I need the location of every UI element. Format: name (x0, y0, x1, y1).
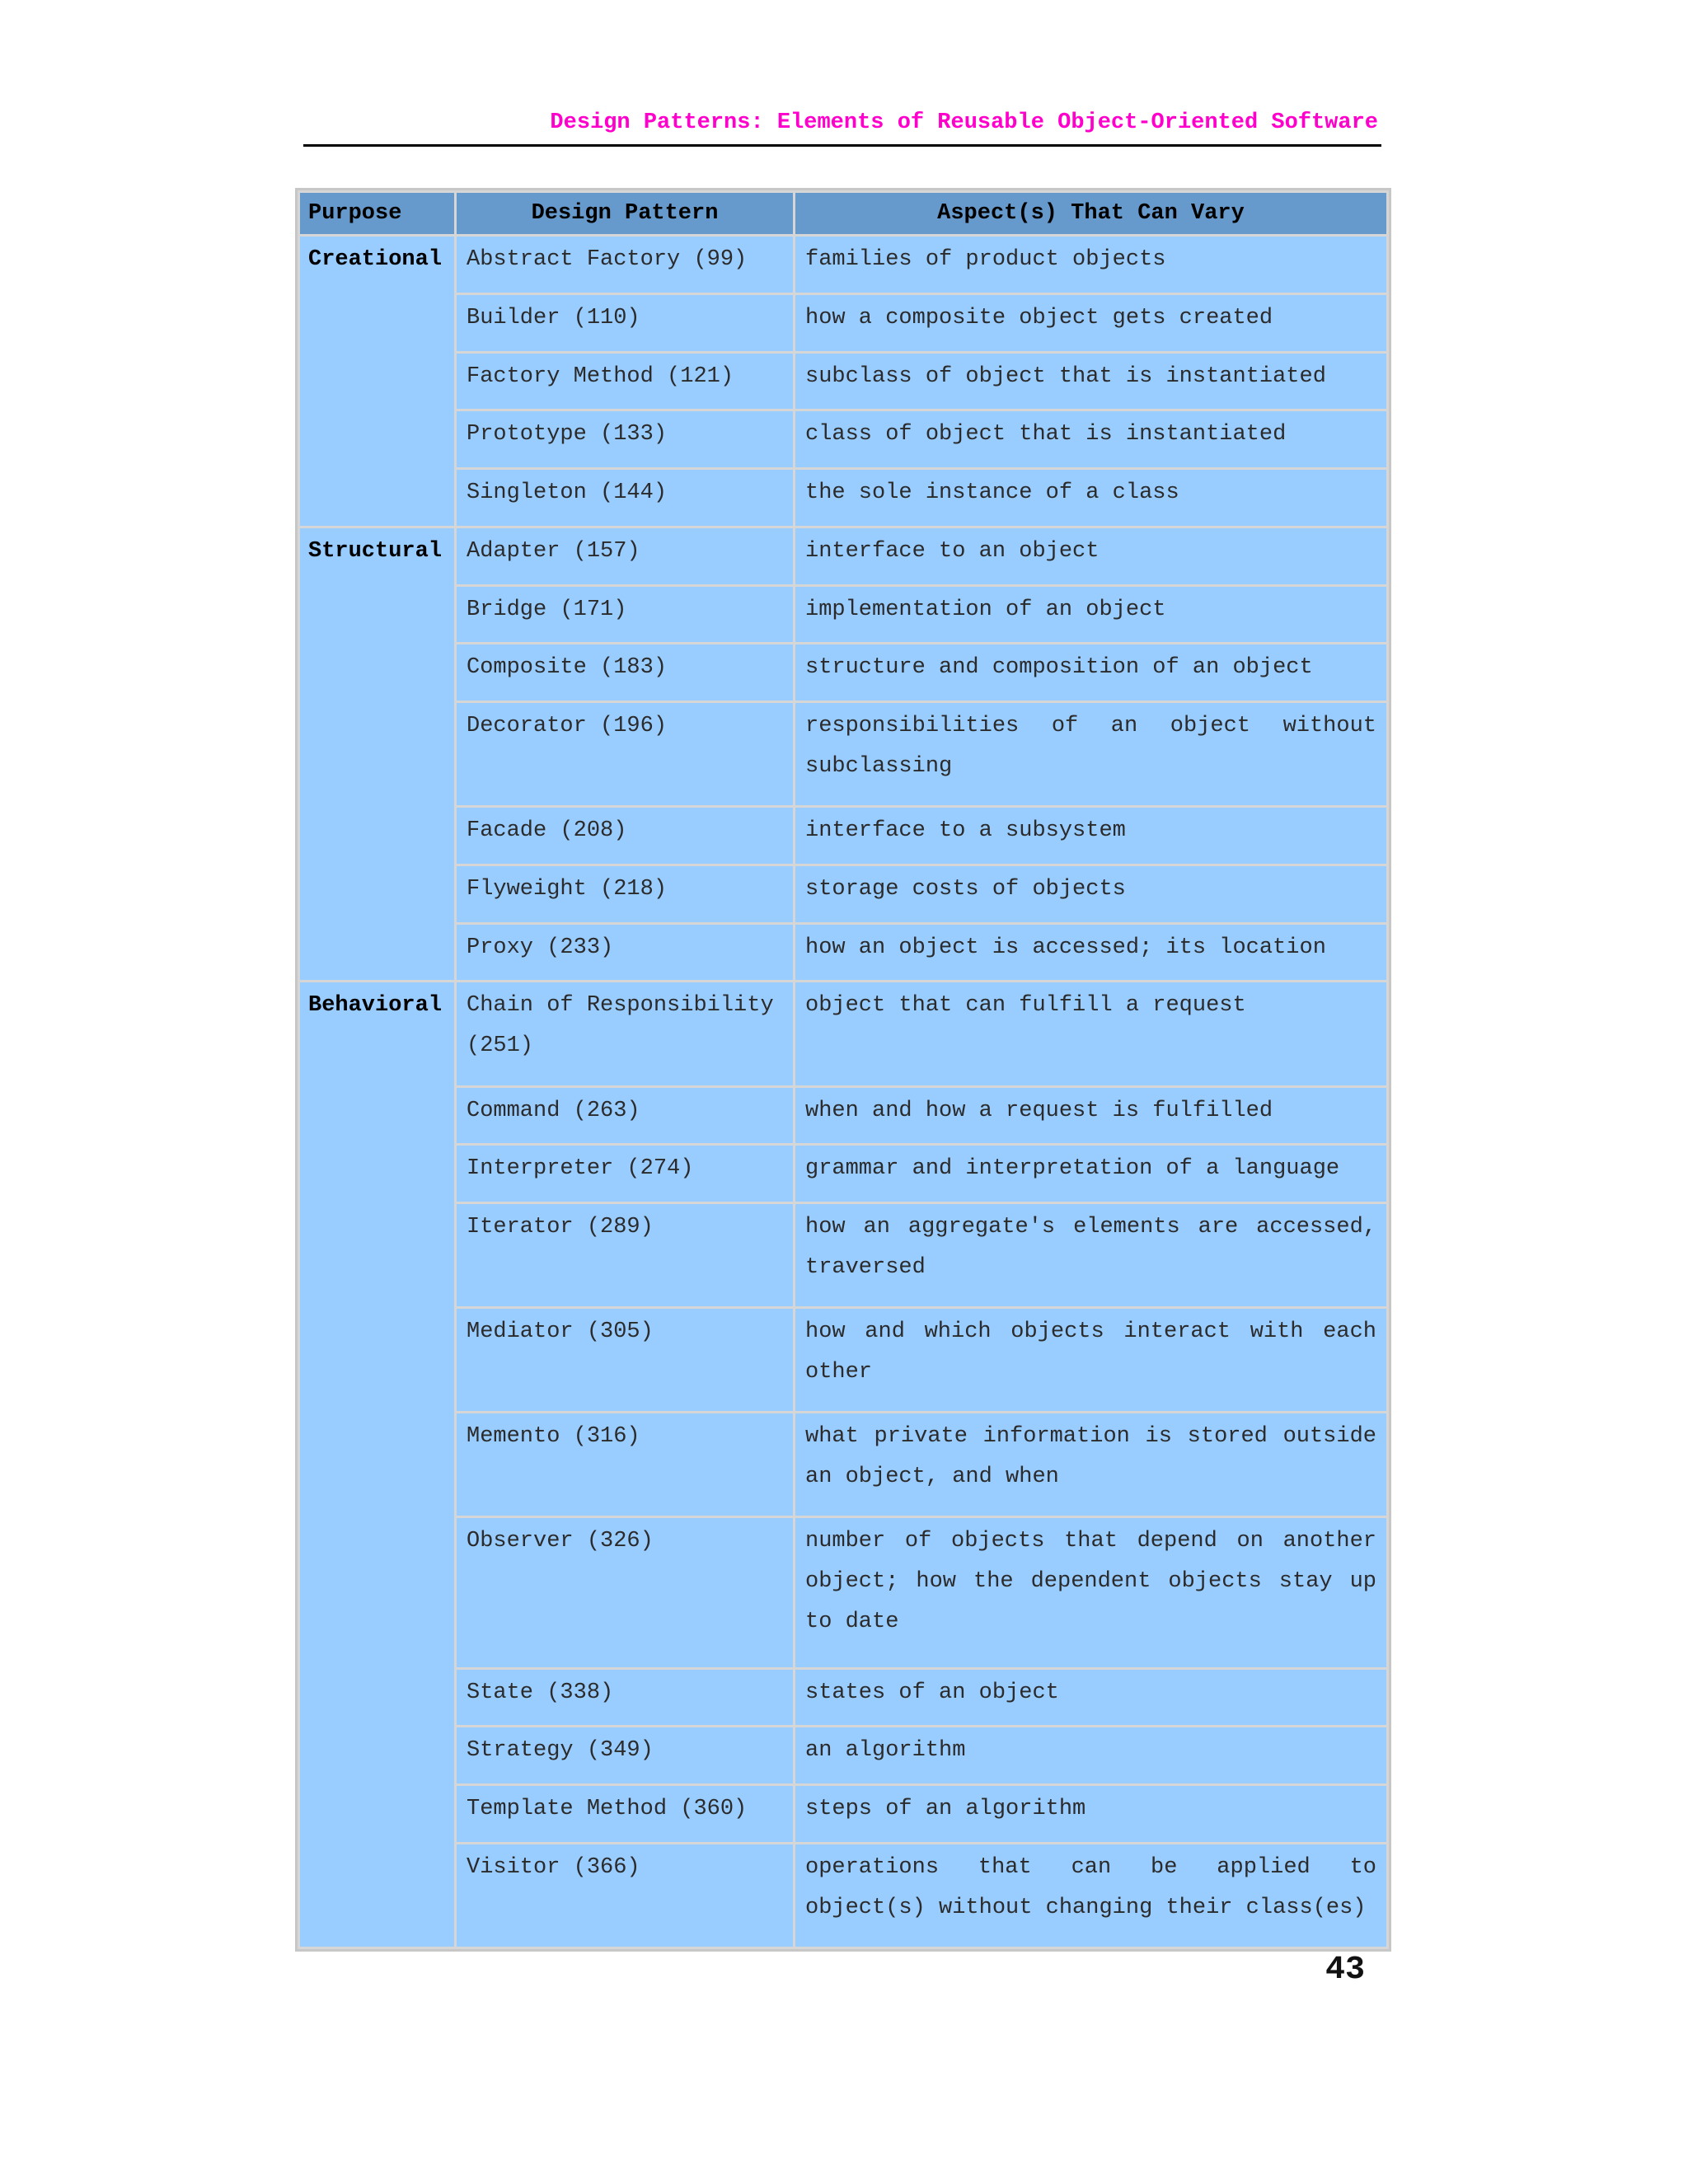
table-row (300, 644, 1386, 701)
table-row (300, 1727, 1386, 1783)
aspect-cell: how a composite object gets created (795, 295, 1386, 351)
running-header (303, 99, 1381, 147)
pattern-cell: Chain of Responsibility (251) (457, 982, 793, 1085)
pattern-cell: Memento (316) (457, 1413, 793, 1516)
table-row (300, 1670, 1386, 1726)
pattern-cell: Mediator (305) (457, 1309, 793, 1411)
pattern-cell: Template Method (360) (457, 1786, 793, 1842)
table-row (300, 411, 1386, 467)
aspect-cell: the sole instance of a class (795, 470, 1386, 526)
pattern-cell: Abstract Factory (99) (457, 237, 793, 293)
table-row (300, 1088, 1386, 1144)
table-row (300, 1786, 1386, 1842)
table-row (300, 1518, 1386, 1666)
aspect-cell: object that can fulfill a request (795, 982, 1386, 1085)
aspect-cell: structure and composition of an object (795, 644, 1386, 701)
column-header-purpose: Purpose (300, 193, 454, 234)
table-row (300, 354, 1386, 410)
pattern-cell: State (338) (457, 1670, 793, 1726)
aspect-cell: families of product objects (795, 237, 1386, 293)
pattern-cell: Factory Method (121) (457, 354, 793, 410)
table-row (300, 295, 1386, 351)
pattern-cell: Observer (326) (457, 1518, 793, 1666)
table-row (300, 528, 1386, 584)
patterns-table (298, 190, 1389, 1949)
table-body (300, 237, 1386, 1947)
pattern-cell: Facade (208) (457, 808, 793, 864)
table-row (300, 982, 1386, 1085)
aspect-cell: how and which objects interact with each other (795, 1309, 1386, 1411)
aspect-cell: responsibilities of an object without subclassing (795, 703, 1386, 805)
book-title: Design Patterns: Elements of Reusable Object-Oriented Software (550, 110, 1378, 135)
aspect-cell: number of objects that depend on another object; how the dependent objects stay up to date (795, 1518, 1386, 1666)
pattern-cell: Strategy (349) (457, 1727, 793, 1783)
aspect-cell: when and how a request is fulfilled (795, 1088, 1386, 1144)
aspect-cell: states of an object (795, 1670, 1386, 1726)
aspect-cell: class of object that is instantiated (795, 411, 1386, 467)
aspect-cell: interface to a subsystem (795, 808, 1386, 864)
pattern-cell: Adapter (157) (457, 528, 793, 584)
pattern-cell: Iterator (289) (457, 1204, 793, 1306)
aspect-cell: how an aggregate's elements are accessed, traversed (795, 1204, 1386, 1306)
table-row (300, 808, 1386, 864)
purpose-cell: Structural (300, 528, 454, 981)
table-row (300, 866, 1386, 922)
table-row (300, 1844, 1386, 1947)
table-row (300, 1309, 1386, 1411)
aspect-cell: storage costs of objects (795, 866, 1386, 922)
column-header-aspect: Aspect(s) That Can Vary (795, 193, 1386, 234)
aspect-cell: subclass of object that is instantiated (795, 354, 1386, 410)
pattern-cell: Decorator (196) (457, 703, 793, 805)
pattern-cell: Composite (183) (457, 644, 793, 701)
table-row (300, 1204, 1386, 1306)
design-patterns-table (295, 188, 1391, 1952)
header-row (300, 193, 1386, 234)
purpose-cell: Behavioral (300, 982, 454, 1947)
pattern-cell: Prototype (133) (457, 411, 793, 467)
pattern-cell: Visitor (366) (457, 1844, 793, 1947)
pattern-cell: Command (263) (457, 1088, 793, 1144)
table-row (300, 470, 1386, 526)
aspect-cell: operations that can be applied to object(s) without changing their class(es) (795, 1844, 1386, 1947)
table-row (300, 1146, 1386, 1202)
aspect-cell: how an object is accessed; its location (795, 925, 1386, 981)
table-row (300, 237, 1386, 293)
table-row (300, 925, 1386, 981)
table-row (300, 703, 1386, 805)
pattern-cell: Proxy (233) (457, 925, 793, 981)
table-row (300, 587, 1386, 643)
table-row (300, 1413, 1386, 1516)
aspect-cell: what private information is stored outside an object, and when (795, 1413, 1386, 1516)
column-header-design-pattern: Design Pattern (457, 193, 793, 234)
aspect-cell: grammar and interpretation of a language (795, 1146, 1386, 1202)
aspect-cell: implementation of an object (795, 587, 1386, 643)
pattern-cell: Interpreter (274) (457, 1146, 793, 1202)
pattern-cell: Builder (110) (457, 295, 793, 351)
aspect-cell: an algorithm (795, 1727, 1386, 1783)
pattern-cell: Singleton (144) (457, 470, 793, 526)
aspect-cell: interface to an object (795, 528, 1386, 584)
pattern-cell: Flyweight (218) (457, 866, 793, 922)
purpose-cell: Creational (300, 237, 454, 526)
page-number: 43 (1325, 1952, 1365, 1989)
pattern-cell: Bridge (171) (457, 587, 793, 643)
aspect-cell: steps of an algorithm (795, 1786, 1386, 1842)
